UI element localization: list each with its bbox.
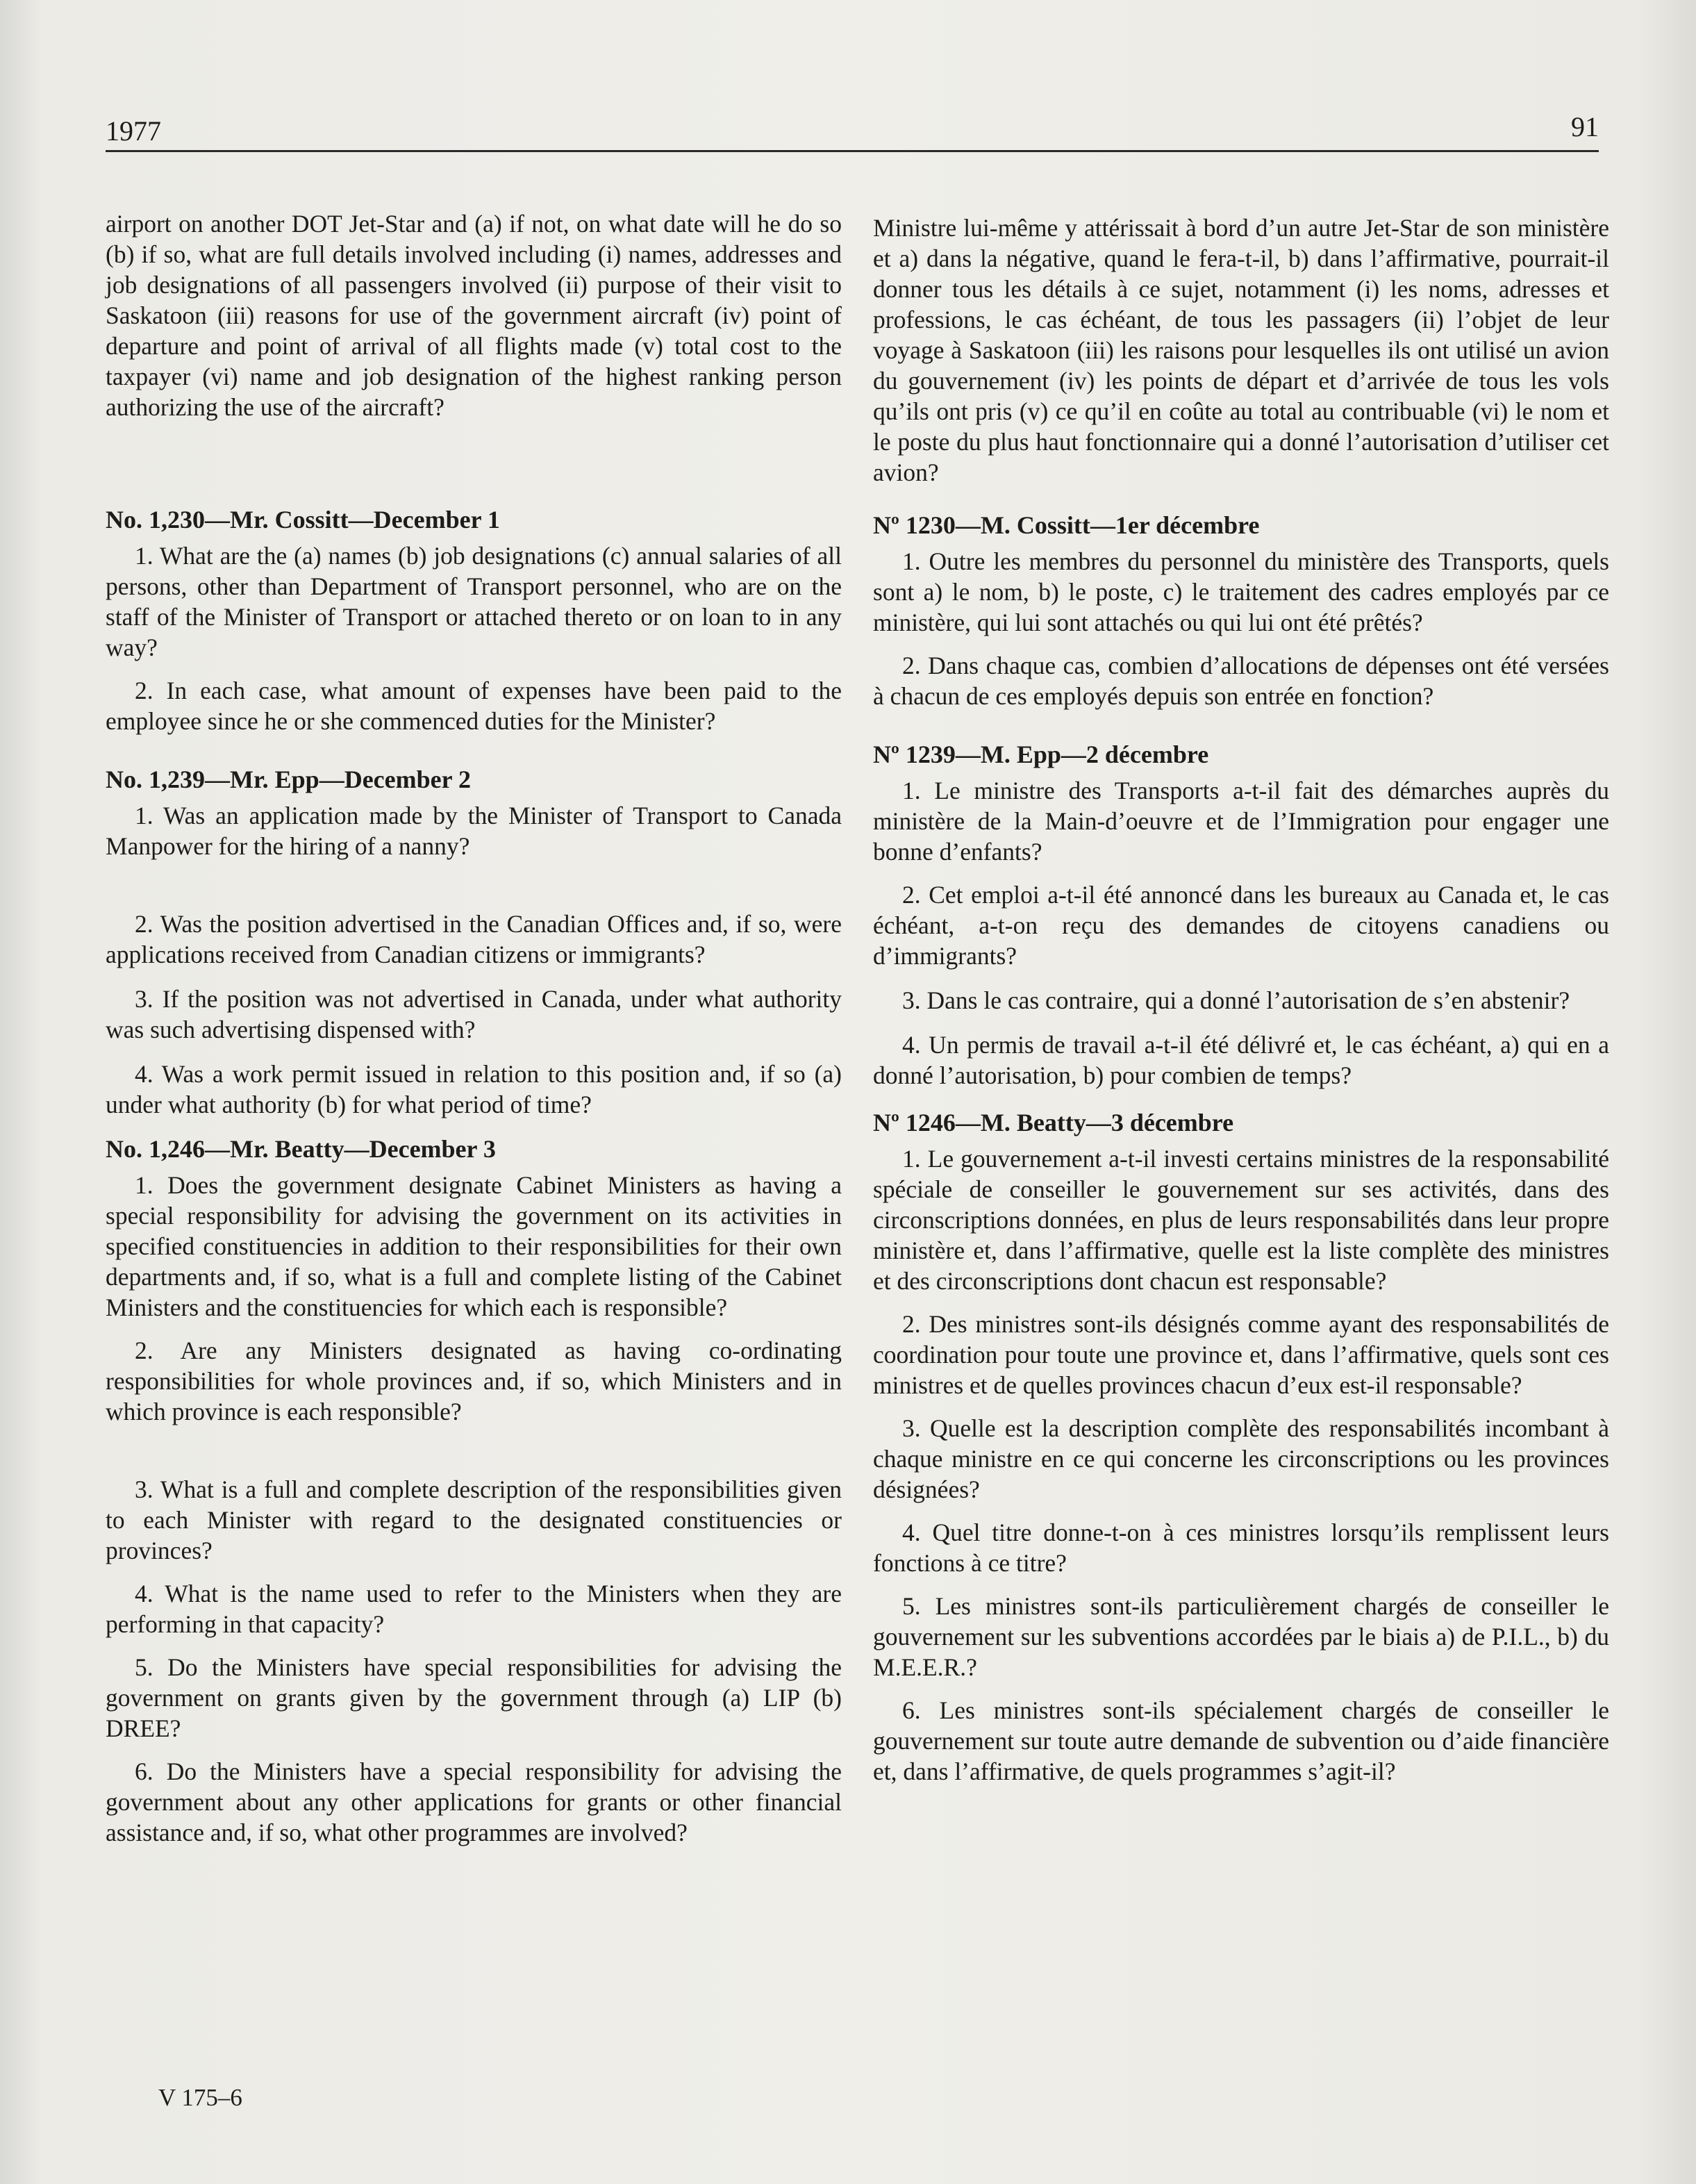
- english-column: [106, 208, 842, 1848]
- fr-q1230-part2: 2. Dans chaque cas, combien d’allocations de dépenses ont été versées à chacun de ces employés depuis son entrée en fonction?: [873, 652, 1609, 710]
- en-q1230-part1: 1. What are the (a) names (b) job designations (c) annual salaries of all persons, other than Department of Transport personnel, who are on the staff of the Minister of Transport or attached thereto or on loan to in any way?: [106, 542, 842, 661]
- english-intro: airport on another DOT Jet-Star and (a) if not, on what date will he do so (b) if so, what are full details involved including (i) names, addresses and job designations of all passengers involved (ii) purpose of their visit to Saskatoon (iii) reasons for use of the government aircraft (iv) point of departure and point of arrival of all flights made (v) total cost to the taxpayer (vi) name and job designation of the highest ranking person authorizing the use of the aircraft?: [106, 210, 842, 421]
- en-q1239-part4: 4. Was a work permit issued in relation to this position and, if so (a) under what authority (b) for what period of time?: [106, 1060, 842, 1118]
- fr-q1246-part5: 5. Les ministres sont-ils particulièrement chargés de conseiller le gouvernement sur les subventions accordées par le biais a) de P.I.L., b) du M.E.E.R.?: [873, 1592, 1609, 1681]
- fr-q1230-part1: 1. Outre les membres du personnel du ministère des Transports, quels sont a) le nom, b) le poste, c) le traitement des cadres employés par ce ministère, qui lui sont attachés ou qui lui ont été prêtés?: [873, 547, 1609, 636]
- fr-q1239-part2: 2. Cet emploi a-t-il été annoncé dans les bureaux au Canada et, le cas échéant, a-t-on reçu des demandes de citoyens canadiens ou d’immigrants?: [873, 881, 1609, 970]
- en-q1246-part3: 3. What is a full and complete description of the responsibilities given to each Minister with regard to the designated constituencies or provinces?: [106, 1475, 842, 1564]
- en-q1246-heading: No. 1,246—Mr. Beatty—December 3: [106, 1135, 496, 1163]
- fr-q1239-heading: Nº 1239—M. Epp—2 décembre: [873, 741, 1209, 768]
- page-number: 91: [1571, 111, 1599, 142]
- en-q1230-part2: 2. In each case, what amount of expenses have been paid to the employee since he or she commenced duties for the Minister?: [106, 677, 842, 735]
- en-q1239-part1: 1. Was an application made by the Minister of Transport to Canada Manpower for the hiring of a nanny?: [106, 802, 842, 860]
- fr-q1246-part4: 4. Quel titre donne-t-on à ces ministres lorsqu’ils remplissent leurs fonctions à ce titre?: [873, 1519, 1609, 1577]
- fr-q1239-part1: 1. Le ministre des Transports a-t-il fait des démarches auprès du ministère de la Main-d’oeuvre et de l’Immigration pour engager une bonne d’enfants?: [873, 777, 1609, 866]
- fr-q1246-part2: 2. Des ministres sont-ils désignés comme ayant des responsabilités de coordination pour toute une province et, dans l’affirmative, quels sont ces ministres et de quelles provinces chacun d’eux est-il responsable?: [873, 1310, 1609, 1399]
- fr-q1246-heading: Nº 1246—M. Beatty—3 décembre: [873, 1109, 1234, 1136]
- en-q1239-part3: 3. If the position was not advertised in Canada, under what authority was such advertising dispensed with?: [106, 985, 842, 1043]
- fr-q1230-heading: Nº 1230—M. Cossitt—1er décembre: [873, 511, 1260, 539]
- en-q1230-heading: No. 1,230—Mr. Cossitt—December 1: [106, 506, 500, 533]
- fr-q1239-part3: 3. Dans le cas contraire, qui a donné l’autorisation de s’en abstenir?: [902, 986, 1570, 1014]
- running-head: [106, 111, 1599, 152]
- en-q1239-part2: 2. Was the position advertised in the Canadian Offices and, if so, were applications received from Canadian citizens or immigrants?: [106, 910, 842, 968]
- fr-q1246-part6: 6. Les ministres sont-ils spécialement chargés de conseiller le gouvernement sur toute autre demande de subvention ou d’aide financière et, dans l’affirmative, de quels programmes s’agit-il?: [873, 1696, 1609, 1785]
- french-column: [873, 213, 1609, 1787]
- en-q1239-heading: No. 1,239—Mr. Epp—December 2: [106, 766, 471, 793]
- en-q1246-part4: 4. What is the name used to refer to the Ministers when they are performing in that capacity?: [106, 1580, 842, 1638]
- printer-code: V 175–6: [158, 2084, 242, 2111]
- fr-q1246-part1: 1. Le gouvernement a-t-il investi certains ministres de la responsabilité spéciale de conseiller le gouvernement sur ses activités, dans des circonscriptions données, en plus de leurs responsabilités dans leur propre ministère et, dans l’affirmative, quelle est la liste complète des ministres et des circonscriptions dont chacun est responsable?: [873, 1145, 1609, 1295]
- en-q1246-part5: 5. Do the Ministers have special responsibilities for advising the government on grants given by the government through (a) LIP (b) DREE?: [106, 1653, 842, 1742]
- en-q1246-part6: 6. Do the Ministers have a special responsibility for advising the government about any other applications for grants or other financial assistance and, if so, what other programmes are involved?: [106, 1757, 842, 1846]
- french-intro: Ministre lui-même y attérissait à bord d’un autre Jet-Star de son ministère et a) dans la négative, quand le fera-t-il, b) dans l’affirmative, pourrait-il donner tous les détails à ce sujet, notamment (i) les noms, adresses et professions, le cas échéant, de tous les passagers (ii) l’objet de leur voyage à Saskatoon (iii) les raisons pour lesquelles ils ont utilisé un avion du gouvernement (iv) les points de départ et d’arrivée de tous les vols qu’ils ont pris (v) ce qu’il en coûte au total au contribuable (vi) le nom et le poste du plus haut fonctionnaire qui a donné l’autorisation d’utiliser cet avion?: [873, 214, 1609, 486]
- fr-q1246-part3: 3. Quelle est la description complète des responsabilités incombant à chaque ministre en ce qui concerne les circonscriptions ou les provinces désignées?: [873, 1414, 1609, 1503]
- en-q1246-part2: 2. Are any Ministers designated as having co-ordinating responsibilities for whole provinces and, if so, which Ministers and in which province is each responsible?: [106, 1337, 842, 1425]
- year: 1977: [106, 115, 161, 147]
- en-q1246-part1: 1. Does the government designate Cabinet Ministers as having a special responsibility for advising the government on its activities in specified constituencies in addition to their responsibilities for their own departments and, if so, what is a full and complete listing of the Cabinet Ministers and the constituencies for which each is responsible?: [106, 1171, 842, 1321]
- fr-q1239-part4: 4. Un permis de travail a-t-il été délivré et, le cas échéant, a) qui en a donné l’autorisation, b) pour combien de temps?: [873, 1031, 1609, 1089]
